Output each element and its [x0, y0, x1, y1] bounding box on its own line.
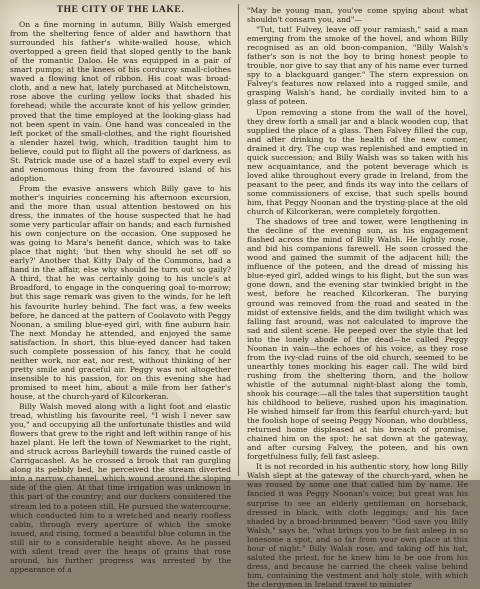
paragraph: From the evasive answers which Billy gave to his mother's inquiries concerning his afternoon excursion, and the more than usual attention bestowed on his dress, the inmates of the house suspected that he had some very particular affair on hands; and each furnished his own conjecture on the occasion. One supposed he was going to Mara's benefit dance, which was to take place that night; 'but then why should he set off so early?' Another that Kitty Daly of the Commons, had a hand in the affair, else why should he turn out so gaily? A third, that he was certainly going to his uncle's at Broadford, to engage in the conquering goal to-morrow; but this sage remark was given to the winds, for he left his favourite hurley behind. The fact was, a few weeks before, he danced at the pattern of Coolavoto with Peggy Noonan, a smiling blue-eyed girl, with fine auburn hair. The next Monday he attended, and enjoyed the same satisfaction. In short, this blue-eyed dancer had taken such complete possession of his fancy, that he could neither work, nor eat, nor rest, without thinking of her pretty smile and graceful air. Peggy was not altogether insensible to his passion, for on this evening she had promised to meet him, about a mile from her father's house, at the church-yard of Kilcorkeran. — [10, 183, 231, 401]
paragraph: "Tut, tut! Fulvey, leave off your ramiash," said a man emerging from the smoke of the hovel, and whom Billy recognised as an old boon-companion, "Billy Walsh's father's son is not the boy to bring honest people to trouble, nor give to say that any of his name ever turned spy to a blackguard ganger." The stern expression on Falvey's features now relaxed into a rugged smile, and grasping Walsh's hand, he cordially invited him to a glass of poteen. — [247, 25, 468, 107]
paragraph: The shadows of tree and tower, were lengthening in the decline of the evening sun, as his engagement flashed across the mind of Billy Walsh. He lightly rose, and bid his companions farewell. He soon crossed the wood and gained the summit of the adjacent hill; the influence of the poteen, and the dread of missing his blue-eyed girl, added wings to his flight, but the sun was gone down, and the evening star twinkled bright in the west, before he reached Kilcorkeran. The burying ground was removed from the road and seated in the midst of extensive fields, and the dim twilight which was falling fast around, was not calculated to improve the sad and silent scene. He peeped over the style that led into the lonely abode of the dead—he called Peggy Noonan in vain—the echoes of his voice, as they rose from the ivy-clad ruins of the old church, seemed to be unearthly tones mocking his eager call. The wild bird rushing from the sheltering thorn, and the hollow whistle of the autumnal night-blast along the tomb, shook his courage:—all the tales that superstition taught his childhood to believe, rushed upon his imagination. He wished himself far from this fearful church-yard; but the foolish hope of seeing Peggy Noonan, who doubtless, returned home displeased at his breach of promise, chained him on the spot: he sat down at the gateway, and after cursing Falvey, the poteen, and his own forgetfulness fully, fell fast asleep. — [247, 217, 468, 462]
paragraph: "May be young man, you've come spying about what shouldn't consarn you, and"— — [247, 6, 468, 25]
paragraph: It is not recorded in his authentic story, how long Billy Walsh slept at the gateway of the church-yard, when he was roused by some one that called him by name. He fancied it was Peggy Noonan's voice; but great was his surprise to see an elderly gentleman on horseback, dressed in black, with cloth leggings; and his face shaded by a broad-brimmed beaver: "God save you Billy Walsh," says he, "what brings you to be fast asleep in so lonesome a spot, and so far from your own place at this hour of night." Billy Walsh rose, and taking off his hat, saluted the priest, for he knew him to be one from his dress, and because he carried the cheek valise behind him, containing the vestment and holy stole, with which the clergymen in Ireland travel to minister — [247, 462, 468, 589]
column-divider — [238, 4, 239, 476]
paragraph: Billy Walsh moved along with a light foot and elastic tread, whistling his favourite reel, "I wish I never saw you," and occupying all the unfortunate thistles and wild flowers that grew to the right and left within range of his hazel plant. He left the town of Newmarket to the right, and struck across Barleyhill towards the ruined castle of Carrigacashel. As he crossed a brook that ran gurgling along its pebbly bed, he perceived the stream diverted into a narrow channel, which wound around the sloping side of the glen. At that time irrigation was unknown in this part of the country; and our duckers considered the stream led to a poteen still. He pursued the watercourse, which conducted him to a wretched and nearly roofless cabin, through every aperture of which the smoke issued, and rising, formed a beautiful blue column in the still air to a considerable height above. As he passed with silent tread over the heaps of grains that rose around, his further progress was arrested by the appearance of a — [10, 402, 231, 574]
right-column — [247, 6, 468, 589]
left-column — [10, 5, 231, 574]
paragraph: Upon removing a stone from the wall of the hovel, they drew forth a small jar and a black wooden cup, that supplied the place of a glass. Then Falvey filled the cup, and after drinking to the health of the new comer, drained it dry. The cup was replenished and emptied in quick succession; and Billy Walsh was so taken with his new acquaintance, and the potent beverage which is loved alike throughout every grade in Ireland, from the peasant to the peer, and finds its way into the cellars of some commissioners of excise, that such spells bound him, that Peggy Noonan and the trysting-place at the old church of Kilcorkeran, were completely forgotten. — [247, 107, 468, 217]
paragraph: On a fine morning in autumn, Billy Walsh emerged from the sheltering fence of alder and hawthorn that surrounded his father's white-walled house, which overtopped a green field that sloped gently to the bank of the romantic Daloo. He was equipped in a pair of smart pumps; at the knees of his corduroy small-clothes waved a flowing knot of ribbon. His coat was broad-cloth, and a new hat, lately purchased at Mitchelstown, rose above the curling yellow locks that shaded his forehead; while the accurate knot of his yellow grinder, proved that the time employed at the looking-glass had not been spent in vain. One hand was concealed in the left pocket of the small-clothes, and the right flourished a slender hazel twig, which, tradition taught him to believe, could put to flight all the powers of darkness, as St. Patrick made use of a hazel staff to expel every evil and venomous thing from the favoured island of his adoption. — [10, 20, 231, 183]
article-title: THE CITY OF THE LAKE. — [56, 5, 185, 15]
